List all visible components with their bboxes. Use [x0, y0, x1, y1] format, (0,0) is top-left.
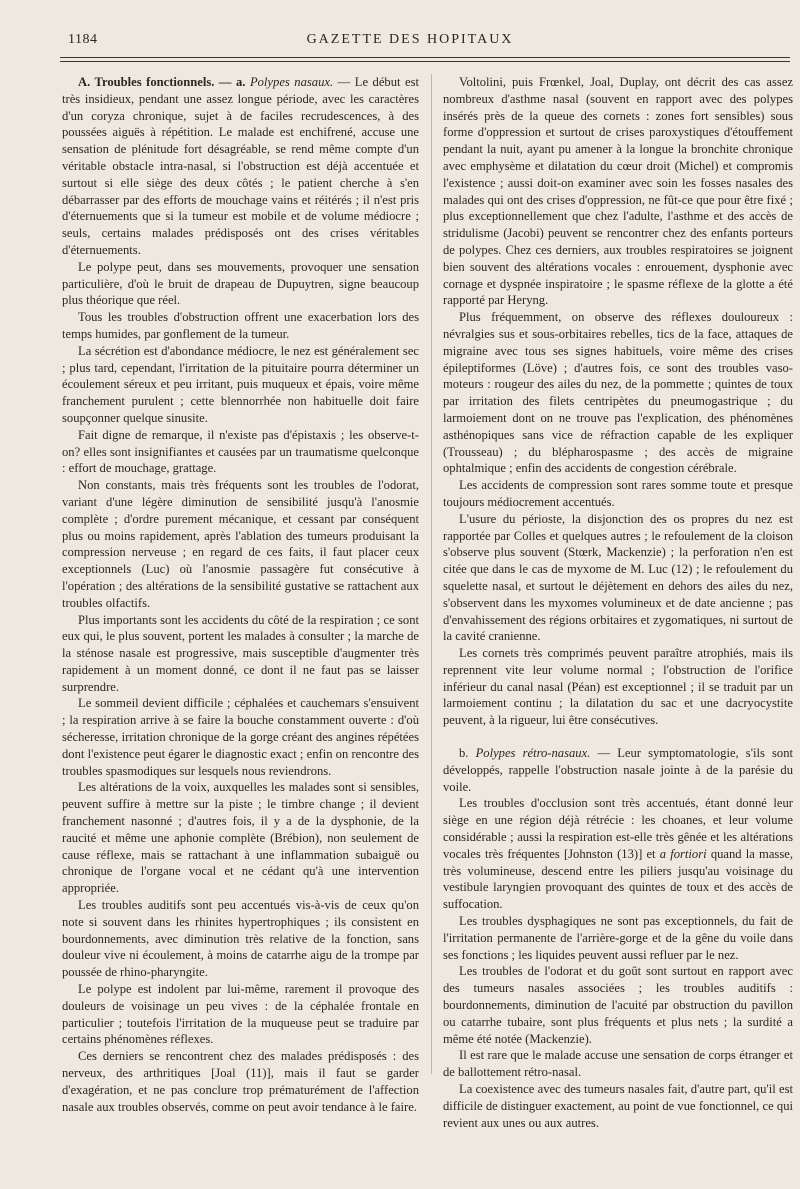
paragraph: Non constants, mais très fréquents sont les troubles de l'odorat, variant d'une légère diminution de sensibilité jusqu'à l'anosmie complète ; d'ordre purement mécanique, et cessant par conséquent plus ou moins rapidement, après l'ablation des tumeurs produisant la compression nerveuse ; en regard de ces faits, il faut placer ceux exceptionnels (Luc) où l'anosmie passagère fut consécutive à l'opération ; des altérations de la sensibilité gustative se rattachent aux troubles olfactifs. [62, 478, 419, 610]
paragraph: Ces derniers se rencontrent chez des malades prédisposés : des nerveux, des arthritiques [Joal (11)], mais il faut se garder d'exagération, et ne pas conclure trop prématurément de l'affection nasale aux troubles observés, comme on peut avoir tendance à le faire. [62, 1049, 419, 1114]
section-a-subheading: Polypes nasaux. [249, 75, 334, 89]
paragraph: La sécrétion est d'abondance médiocre, le nez est généralement sec ; plus tard, cependant, l'irritation de la pituitaire pourra déterminer un écoulement séreux et peu irritant, puis muqueux et épais, voire même franchement purulent ; cette blennorrhée non habituelle doit faire soupçonner quelque sinusite. [62, 343, 419, 425]
paragraph: Les troubles dysphagiques ne sont pas exceptionnels, du fait de l'irritation permanente de l'arrière-gorge et de la gêne du voile dans ses fonctions ; les liquides peuvent aussi refluer par le nez. [443, 914, 793, 962]
paragraph: L'usure du périoste, la disjonction des os propres du nez est rapportée par Colles et quelques autres ; le refoulement de la cloison s'observe plus souvent (Stœrk, Mackenzie) ; la perforation n'en est citée que dans le cas de myxome de M. Luc (12) ; le refoulement du squelette nasal, et surtout le déjètement en dehors des ailes du nez, s'observent dans les myxomes volumineux et de date ancienne ; pas d'envahissement des régions orbitaires et zygomatiques, ni surtout de la cavité cranienne. [443, 511, 793, 644]
paragraph: Les accidents de compression sont rares somme toute et presque toujours médiocrement accentués. [443, 478, 793, 509]
paragraph-text: Les troubles d'occlusion sont très accentués, étant donné leur siège en une région déjà rétrécie : les choanes, et leur volume considérable ; aussi la respiration est-elle très gênée et les altérations vocales très fréquentes [Johnston (13)] et [443, 796, 793, 861]
paragraph: Les troubles de l'odorat et du goût sont surtout en rapport avec des tumeurs nasales associées ; les troubles auditifs : bourdonnements, diminution de l'acuité par obstruction du pavillon ou catarrhe tubaire, sont plus fréquents et plus nets ; la surdité a même été notée (Mackenzie). [443, 964, 793, 1046]
paragraph-text: — Le début est très insidieux, pendant une assez longue période, avec les caractères d'un coryza chronique, sujet à de faciles recrudescences, à des poussées aiguës à répétition. Le malade est enchifrené, accuse une sensation de plénitude fort désagréable, se rend même compte d'un véritable obstacle intra-nasal, si l'obstruction est déjà accentuée et surtout si elle siège des deux côtés ; le patient cherche à s'en débarrasser par des efforts de mouchage vains et réitérés ; il n'est pris d'éternuements que si la tumeur est mobile et de volume médiocre ; seuls, certains malades prédisposés ont des crises véritables d'éternuements. [62, 75, 419, 257]
paragraph: Plus importants sont les accidents du côté de la respiration ; ce sont eux qui, le plus souvent, portent les malades à consulter ; la marche de la sténose nasale est progressive, mais susceptible d'augmenter très rapidement à un moment donné, ce dont il ne faut pas se laisser surprendre. [62, 612, 419, 694]
section-b-paragraph [443, 745, 793, 795]
paragraph-text: quand la masse, très volumineuse, descend entre les piliers jusqu'au voisinage du vestibule laryngien provoquant des quintes de toux et des accès de suffocation. [443, 846, 793, 912]
paragraph: Il est rare que le malade accuse une sensation de corps étranger et de ballottement rétro-nasal. [443, 1048, 793, 1080]
paragraph: Plus fréquemment, on observe des réflexes douloureux : névralgies sus et sous-orbitaires rebelles, tics de la face, attaques de migraine avec tous ses signes habituels, voire même des crises épileptiformes (Löve) ; d'autres fois, ce sont des troubles vaso-moteurs : rougeur des ailes du nez, de la pommette ; quintes de toux par irritation des filets centripètes du pneumogastrique ; du larmoiement dont on ne trouve pas l'explication, des phénomènes asthénopiques sans vice de réfraction capable de les expliquer (Trousseau) ; du blépharospasme ; des accès de migraine ophtalmique ; enfin des accidents de congestion cérébrale. [443, 310, 793, 476]
page-header [60, 30, 760, 52]
paragraph [443, 795, 793, 913]
paragraph: La coexistence avec des tumeurs nasales fait, d'autre part, qu'il est difficile de distinguer exactement, au point de vue fonctionnel, ce qui revient aux unes ou aux autres. [443, 1082, 793, 1130]
paragraph: Le polype est indolent par lui-même, rarement il provoque des douleurs de voisinage un peu vives : de la céphalée frontale en particulier ; toutefois l'irritation de la muqueuse peut se traduire par certains phénomènes réflexes. [62, 982, 419, 1047]
section-b-subheading: Polypes rétro-nasaux. [475, 746, 591, 761]
header-rule-top [60, 57, 790, 58]
paragraph: Le polype peut, dans ses mouvements, provoquer une sensation particulière, d'où le bruit de drapeau de Dupuytren, signe beaucoup plus théorique que réel. [62, 259, 419, 308]
paragraph: Les altérations de la voix, auxquelles les malades sont si sensibles, peuvent suffire à mettre sur la piste ; le timbre change ; il devient franchement nasonné ; d'autres fois, il y a de la dysphonie, de la raucité et même une aphonie complète (Brébion), non seulement de cause réflexe, mais se rattachant à une inflammation subaiguë ou chronique de l'organe vocal et ne cédant qu'à une intervention appropriée. [62, 780, 419, 896]
paragraph: Le sommeil devient difficile ; céphalées et cauchemars s'ensuivent ; la respiration arrive à se faire la bouche constamment ouverte : d'où sécheresse, irritation chronique de la gorge créant des angines répétées dont l'existence peut égarer le diagnostic exact ; enfin on rencontre des troubles spasmodiques sur lesquels nous reviendrons. [62, 696, 419, 778]
paragraph: Tous les troubles d'obstruction offrent une exacerbation lors des temps humides, par gonflement de la tumeur. [62, 310, 419, 341]
page-number: 1184 [68, 32, 98, 47]
paragraph-text: — Leur symptomatologie, s'ils sont développés, rappelle l'obstruction nasale jointe à de la parésie du voile. [443, 746, 793, 794]
section-a-paragraph [62, 74, 419, 259]
left-column [62, 74, 419, 1154]
section-b-label: b. [459, 746, 469, 761]
section-a-heading: A. Troubles fonctionnels. — a. [78, 75, 246, 89]
header-rule-bottom [60, 61, 790, 62]
paragraph: Les troubles auditifs sont peu accentués vis-à-vis de ceux qu'on note si souvent dans les rhinites hypertrophiques ; ils consistent en bourdonnements, avec diminution très relative de la fonction, sans douleur vive ni écoulement, à moins de catarrhe aigu de la trompe par poussée de rhino-pharyngite. [62, 898, 419, 980]
paragraph: Voltolini, puis Frœnkel, Joal, Duplay, ont décrit des cas assez nombreux d'asthme nasal (souvent en rapport avec des polypes insérés près de la queue des cornets : zones fort sensibles) sous forme d'oppression et surtout de crises paroxystiques d'étouffement pendant la nuit, ayant pu amener à la longue la bronchite chronique avec emphysème et dilatation du cœur droit (Michel) et compromis l'existence ; aussi doit-on examiner avec soin les fosses nasales des malades qui ont des crises d'oppression, ne fût-ce que pour être fixé ; plus exceptionnellement que chez l'adulte, l'asthme et des accès de stridulisme (Jacobi) peuvent se rencontrer chez des enfants porteurs de polypes. Chez ces derniers, aux troubles respiratoires se joignent bien souvent des altérations vocales : enrouement, dysphonie avec cornage et dyspnée inspiratoire ; le spasme réflexe de la glotte a été rapporté par Heryng. [443, 75, 793, 308]
paragraph: Fait digne de remarque, il n'existe pas d'épistaxis ; les observe-t-on? elles sont insignifiantes et causées par un traumatisme quelconque : effort de mouchage, grattage. [62, 427, 419, 476]
column-divider [431, 74, 432, 1074]
right-column [443, 74, 793, 1154]
italic-phrase: a fortiori [659, 846, 707, 861]
journal-title: GAZETTE DES HOPITAUX [306, 32, 514, 47]
paragraph: Les cornets très comprimés peuvent paraître atrophiés, mais ils reprennent vite leur volume normal ; l'obstruction de l'orifice inférieur du canal nasal (Péan) est exceptionnel ; il se traduit par un larmoiement continu ; la dilatation du sac et une dacryocystite peuvent, à la rigueur, lui être consécutives. [443, 646, 793, 728]
